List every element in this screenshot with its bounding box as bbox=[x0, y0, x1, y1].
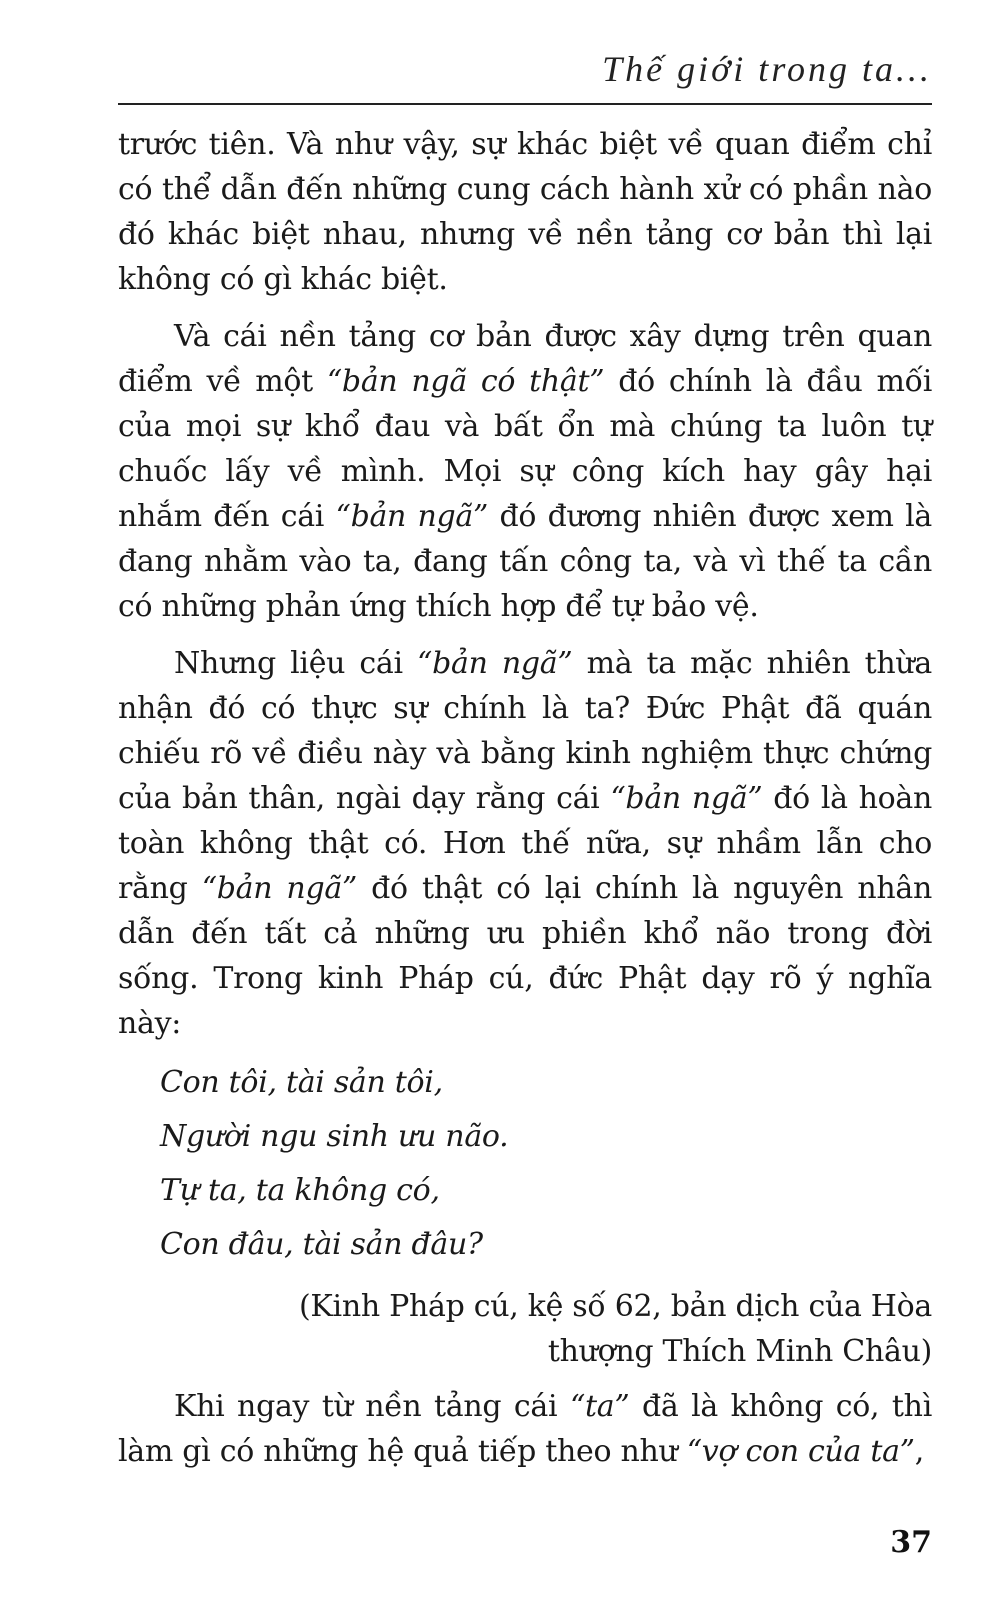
verse-citation bbox=[118, 1284, 932, 1374]
quoted-term: “bản ngã có thật” bbox=[326, 364, 605, 399]
quoted-term: “ta” bbox=[569, 1389, 630, 1424]
verse-block bbox=[160, 1056, 932, 1272]
paragraph-4-text-a: Khi ngay từ nền tảng cái bbox=[174, 1389, 570, 1424]
quoted-term: “vợ con của ta” bbox=[686, 1434, 915, 1469]
running-title: Thế giới trong ta... bbox=[602, 49, 932, 89]
running-header bbox=[118, 48, 932, 105]
paragraph-3-text-a: Nhưng liệu cái bbox=[174, 646, 418, 681]
paragraph-4-text-e: , bbox=[914, 1434, 924, 1469]
quoted-term: “bản ngã” bbox=[201, 871, 357, 906]
quoted-term: “bản ngã” bbox=[610, 781, 763, 816]
citation-line-1: (Kinh Pháp cú, kệ số 62, bản dịch của Hòa bbox=[299, 1289, 932, 1324]
quoted-term: “bản ngã” bbox=[417, 646, 573, 681]
verse-line: Tự ta, ta không có, bbox=[160, 1173, 440, 1208]
paragraph-2-text-c: đó chính là đầu mối của mọi sự khổ đau và bất ổn mà chúng ta luôn tự chuốc lấy về mình. Mọi sự công kích hay gây hại nhắm đến cái bbox=[118, 364, 933, 534]
page-number: 37 bbox=[890, 1525, 932, 1560]
paragraph-3 bbox=[118, 641, 932, 1046]
citation-line-2: thượng Thích Minh Châu) bbox=[547, 1334, 932, 1369]
verse-line: Người ngu sinh ưu não. bbox=[160, 1119, 509, 1154]
paragraph-3-text-c: mà ta mặc nhiên thừa nhận đó có thực sự chính là ta? Đức Phật đã quán chiếu rõ về điều này và bằng kinh nghiệm thực chứng của bản thân, ngài dạy rằng cái bbox=[118, 646, 933, 816]
paragraph-3-text-e: đó là hoàn toàn không thật có. Hơn thế nữa, sự nhầm lẫn cho rằng bbox=[118, 781, 932, 906]
paragraph-2 bbox=[118, 314, 932, 629]
page-body bbox=[118, 122, 932, 1486]
paragraph-3-text-g: đó thật có lại chính là nguyên nhân dẫn đến tất cả những ưu phiền khổ não trong đời sống. Trong kinh Pháp cú, đức Phật dạy rõ ý nghĩa này: bbox=[118, 871, 932, 1041]
paragraph-2-text-a: Và cái nền tảng cơ bản được xây dựng trên quan điểm về một bbox=[118, 319, 932, 399]
verse-line: Con tôi, tài sản tôi, bbox=[160, 1065, 443, 1100]
paragraph-1: trước tiên. Và như vậy, sự khác biệt về quan điểm chỉ có thể dẫn đến những cung cách hành xử có phần nào đó khác biệt nhau, nhưng về nền tảng cơ bản thì lại không có gì khác biệt. bbox=[118, 127, 932, 297]
paragraph-4-text-c: đã là không có, thì làm gì có những hệ quả tiếp theo như bbox=[118, 1389, 932, 1469]
paragraph-4 bbox=[118, 1384, 932, 1474]
quoted-term: “bản ngã” bbox=[335, 499, 489, 534]
paragraph-2-text-e: đó đương nhiên được xem là đang nhằm vào ta, đang tấn công ta, và vì thế ta cần có những phản ứng thích hợp để tự bảo vệ. bbox=[118, 499, 933, 624]
verse-line: Con đâu, tài sản đâu? bbox=[160, 1227, 483, 1262]
